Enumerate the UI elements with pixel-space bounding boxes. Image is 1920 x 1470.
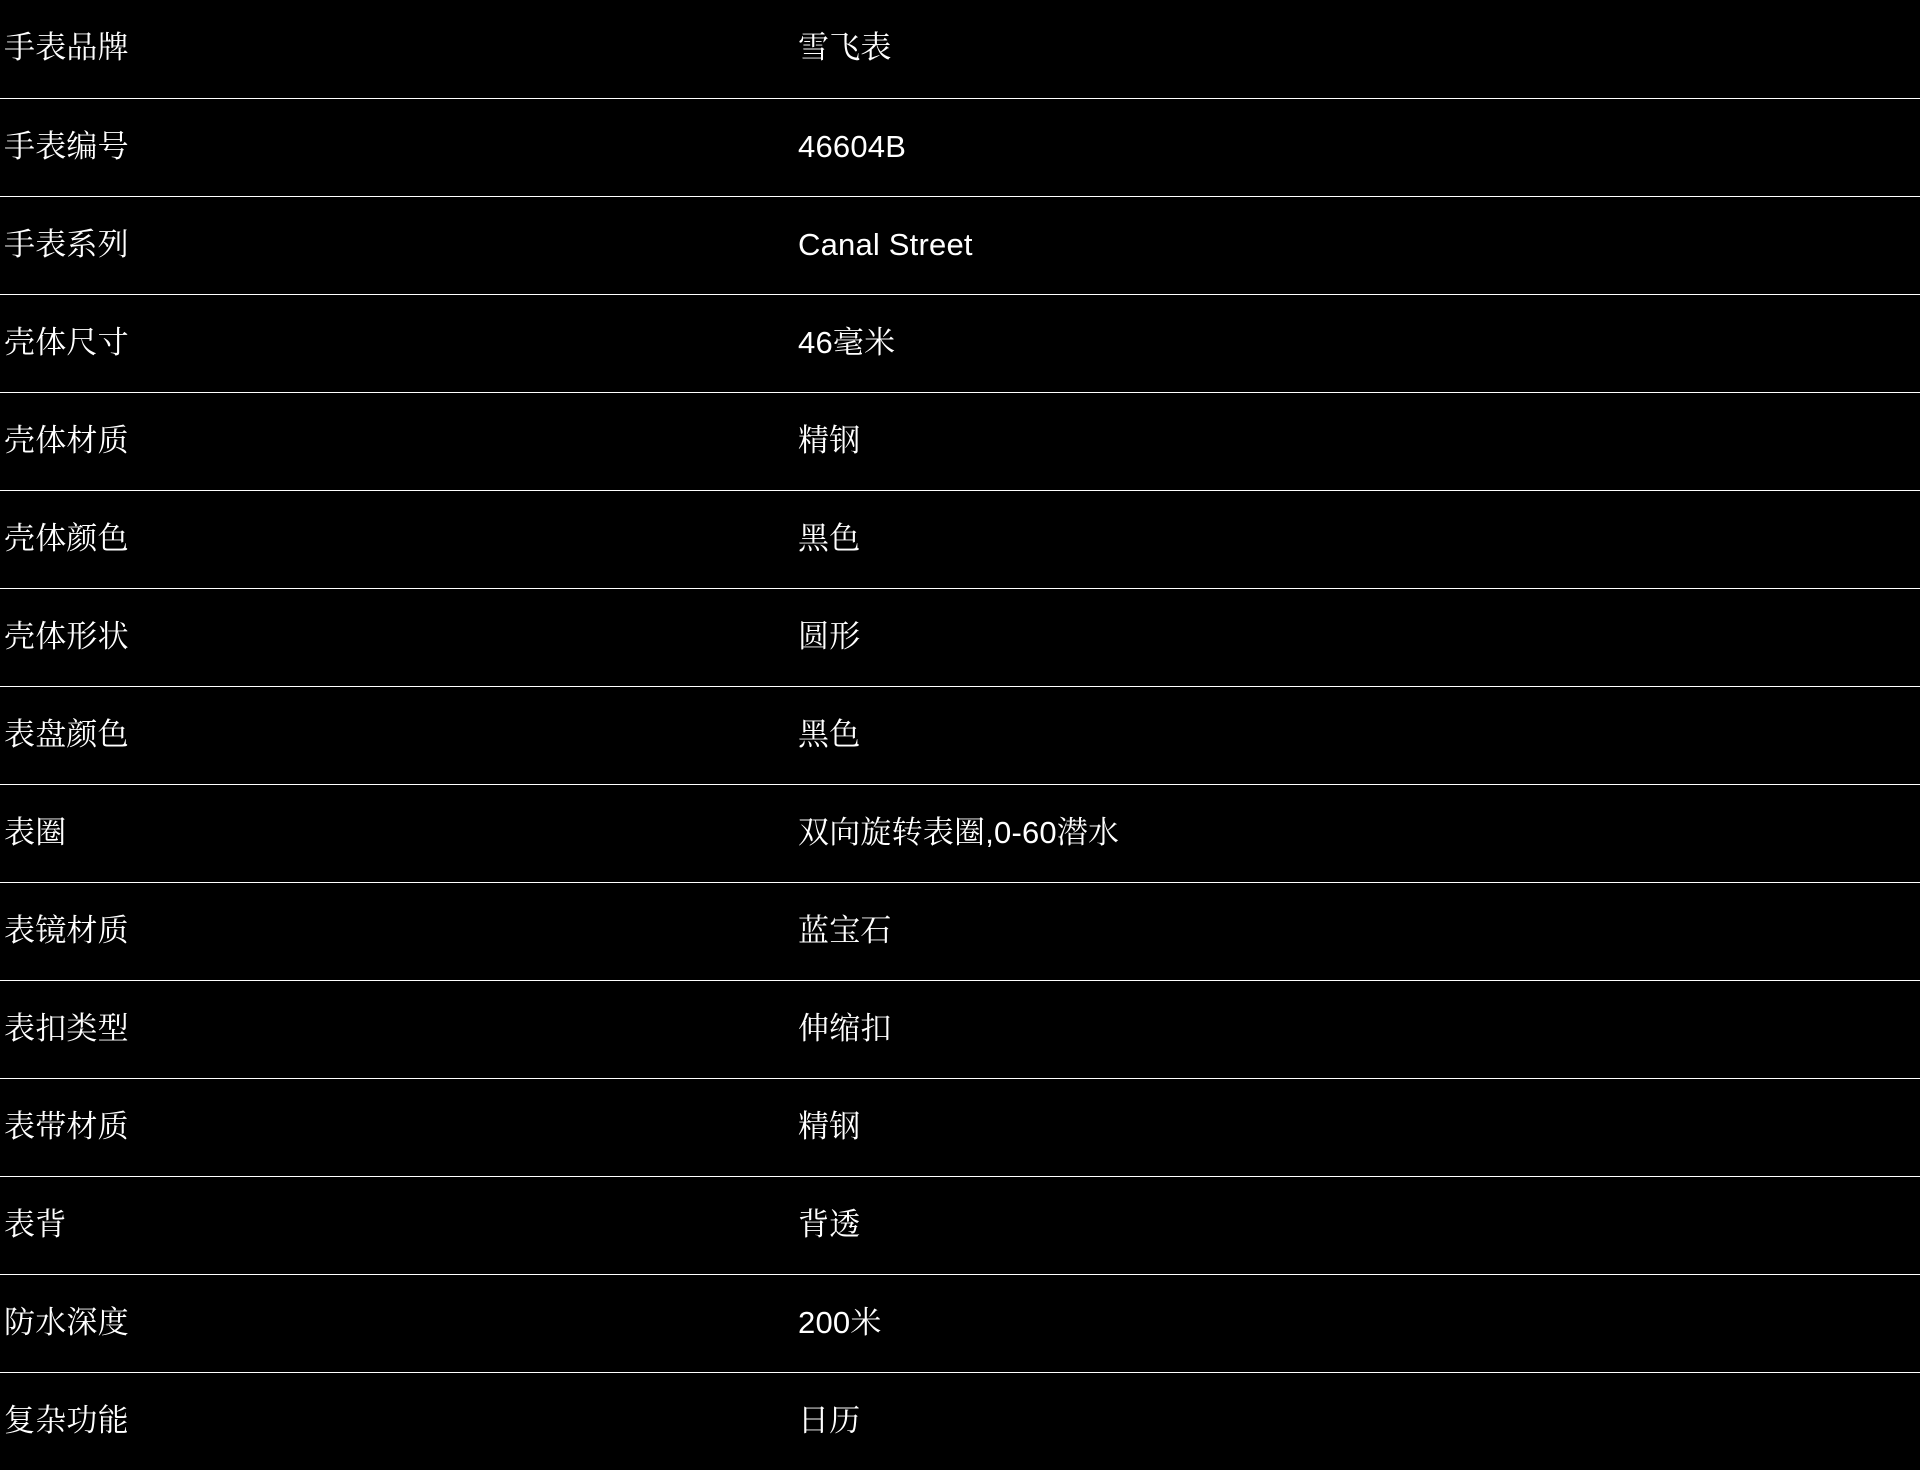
table-row — [0, 294, 1920, 392]
spec-value: 精钢 — [400, 1078, 1920, 1176]
table-row — [0, 392, 1920, 490]
table-row — [0, 1176, 1920, 1274]
spec-value: Canal Street — [400, 196, 1920, 294]
spec-label: 壳体材质 — [0, 392, 400, 490]
table-row — [0, 1274, 1920, 1372]
spec-value: 黑色 — [400, 490, 1920, 588]
spec-value: 精钢 — [400, 392, 1920, 490]
table-row — [0, 0, 1920, 98]
spec-value: 背透 — [400, 1176, 1920, 1274]
spec-value: 46604B — [400, 98, 1920, 196]
table-row — [0, 882, 1920, 980]
spec-value: 日历 — [798, 1402, 861, 1438]
table-row — [0, 784, 1920, 882]
table-row — [0, 588, 1920, 686]
spec-label: 表背 — [0, 1176, 400, 1274]
spec-label: 表圈 — [0, 784, 400, 882]
spec-label: 表带材质 — [0, 1078, 400, 1176]
spec-value: 双向旋转表圈,0-60潜水 — [400, 784, 1920, 882]
spec-value: 伸缩扣 — [400, 980, 1920, 1078]
table-row — [0, 1078, 1920, 1176]
table-row — [0, 490, 1920, 588]
spec-label: 表扣类型 — [0, 980, 400, 1078]
spec-label: 防水深度 — [0, 1274, 400, 1372]
table-row — [0, 686, 1920, 784]
spec-label: 表镜材质 — [0, 882, 400, 980]
spec-label: 表盘颜色 — [0, 686, 400, 784]
spec-value: 46毫米 — [400, 294, 1920, 392]
table-row — [0, 98, 1920, 196]
table-row — [0, 980, 1920, 1078]
spec-label: 壳体形状 — [0, 588, 400, 686]
spec-value: 雪飞表 — [400, 0, 1920, 98]
spec-label: 手表系列 — [0, 196, 400, 294]
spec-label: 手表品牌 — [0, 0, 400, 98]
spec-value: 蓝宝石 — [400, 882, 1920, 980]
table-row — [0, 1372, 1920, 1470]
spec-label: 复杂功能 — [4, 1402, 129, 1438]
spec-label: 手表编号 — [0, 98, 400, 196]
table-row — [0, 196, 1920, 294]
spec-value: 黑色 — [400, 686, 1920, 784]
spec-value: 圆形 — [400, 588, 1920, 686]
spec-label: 壳体尺寸 — [0, 294, 400, 392]
spec-value: 200米 — [400, 1274, 1920, 1372]
spec-label: 壳体颜色 — [0, 490, 400, 588]
